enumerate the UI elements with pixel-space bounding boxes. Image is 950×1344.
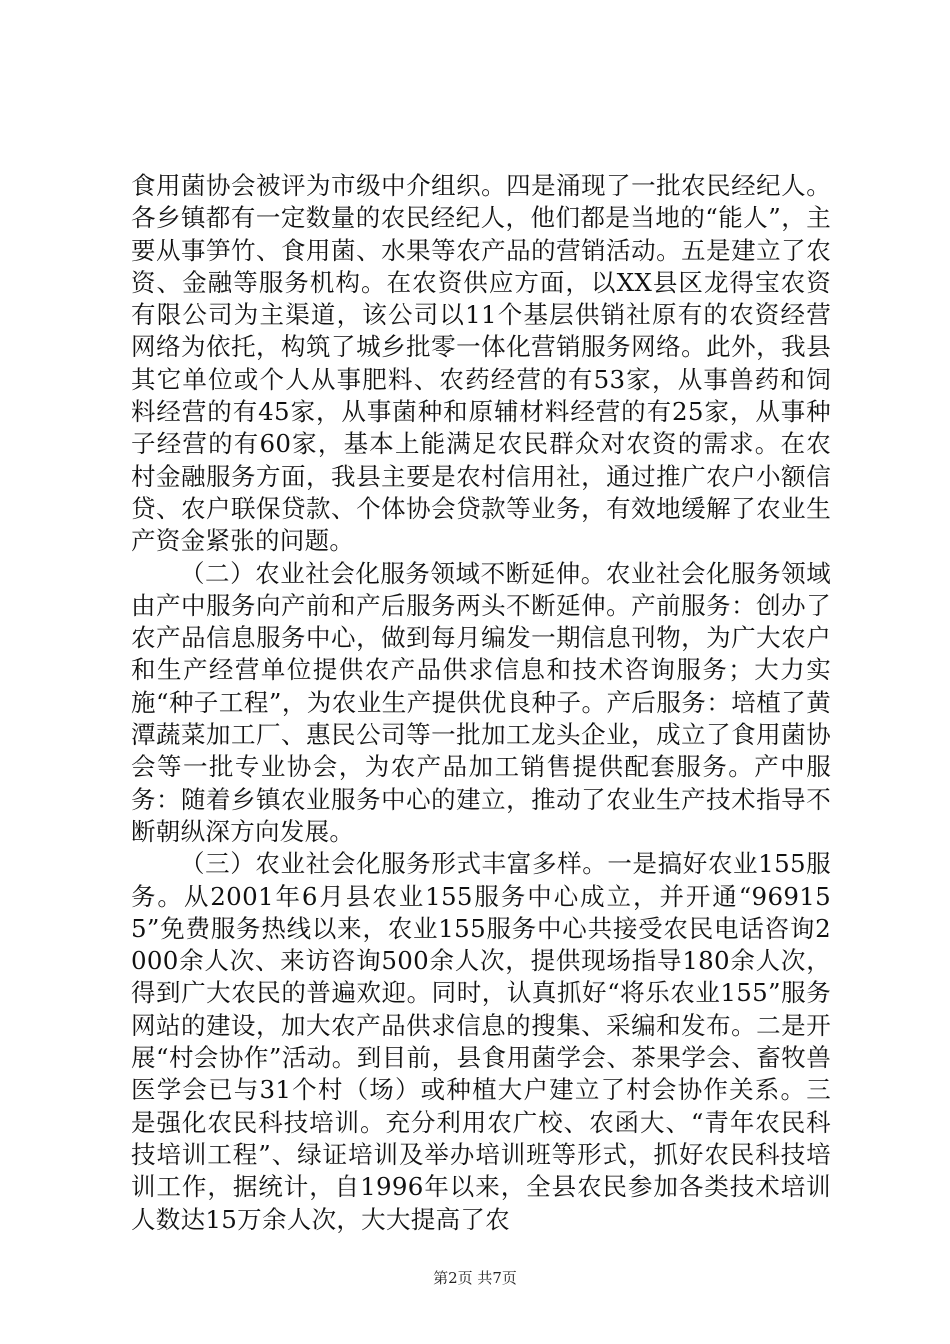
paragraph-service-forms: （三）农业社会化服务形式丰富多样。一是搞好农业155服务。从2001年6月县农业155服务中心成立，并开通“969155”免费服务热线以来，农业155服务中心共接受农民电话咨询2000余人次、来访咨询500余人次，提供现场指导180余人次，得到广大农民的普遍欢迎。同时，认真抓好“将乐农业155”服务网站的建设，加大农产品供求信息的搜集、采编和发布。二是开展“村会协作”活动。到目前，县食用菌学会、茶果学会、畜牧兽医学会已与31个村（场）或种植大户建立了村会协作关系。三是强化农民科技培训。充分利用农广校、农函大、“青年农民科技培训工程”、绿证培训及举办培训班等形式，抓好农民科技培训工作，据统计，自1996年以来，全县农民参加各类技术培训人数达15万余人次，大大提高了农 (131, 849, 831, 1234)
page-number-footer: 第2页 共7页 (433, 1269, 517, 1287)
document-body (131, 170, 831, 1236)
paragraph-service-fields: （二）农业社会化服务领域不断延伸。农业社会化服务领域由产中服务向产前和产后服务两头不断延伸。产前服务：创办了农产品信息服务中心，做到每月编发一期信息刊物，为广大农户和生产经营单位提供农产品供求信息和技术咨询服务；大力实施“种子工程”，为农业生产提供优良种子。产后服务：培植了黄潭蔬菜加工厂、惠民公司等一批加工龙头企业，成立了食用菌协会等一批专业协会，为农产品加工销售提供配套服务。产中服务：随着乡镇农业服务中心的建立，推动了农业生产技术指导不断朝纵深方向发展。 (131, 558, 831, 846)
paragraph-intermediary-services: 食用菌协会被评为市级中介组织。四是涌现了一批农民经纪人。各乡镇都有一定数量的农民经纪人，他们都是当地的“能人”，主要从事笋竹、食用菌、水果等农产品的营销活动。五是建立了农资、金融等服务机构。在农资供应方面，以XX县区龙得宝农资有限公司为主渠道，该公司以11个基层供销社原有的农资经营网络为依托，构筑了城乡批零一体化营销服务网络。此外，我县其它单位或个人从事肥料、农药经营的有53家，从事兽药和饲料经营的有45家，从事菌种和原辅材料经营的有25家，从事种子经营的有60家，基本上能满足农民群众对农资的需求。在农村金融服务方面，我县主要是农村信用社，通过推广农户小额信贷、农户联保贷款、个体协会贷款等业务，有效地缓解了农业生产资金紧张的问题。 (131, 171, 831, 556)
